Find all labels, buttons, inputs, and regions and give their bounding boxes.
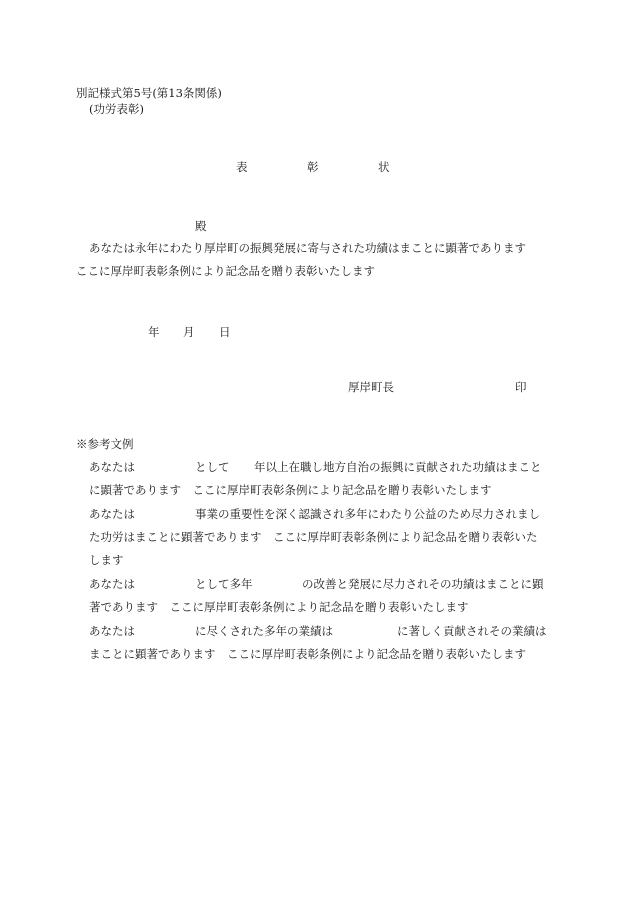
ex3-part-3: の改善と発展に尽力されその功績はまことに顕 (302, 577, 544, 591)
ex4-part-3: に著しく貢献されその業績は (397, 624, 547, 638)
date-month: 月 (183, 325, 195, 339)
ex3-part-2: として多年 (195, 577, 253, 591)
body-line-2: ここに厚岸町表彰条例により記念品を贈り表彰いたします (76, 264, 375, 278)
title-char-3: 状 (378, 160, 390, 174)
date-day: 日 (219, 325, 231, 339)
reference-heading: ※参考文例 (76, 437, 134, 451)
form-number: 別記様式第5号(第13条関係) (76, 86, 222, 100)
ex1-part-2: として (195, 460, 230, 474)
ex4-line-2: まことに顕著であります ここに厚岸町表彰条例により記念品を贈り表彰いたします (89, 647, 526, 661)
ex3-part-1: あなたは (89, 577, 135, 591)
ex3-line-2: 著であります ここに厚岸町表彰条例により記念品を贈り表彰いたします (89, 600, 469, 614)
title-char-1: 表 (236, 160, 248, 174)
signature-title: 厚岸町長 (348, 380, 394, 394)
form-type: (功労表彰) (89, 102, 144, 116)
ex2-part-1: あなたは (89, 507, 135, 521)
ex1-part-3: 年以上在職し地方自治の振興に貢献された功績はまこと (254, 460, 542, 474)
ex2-part-2: 事業の重要性を深く認識され多年にわたり公益のため尽力されまし (195, 507, 540, 521)
ex4-part-2: に尽くされた多年の業績は (195, 624, 333, 638)
date-year: 年 (148, 325, 160, 339)
ex2-line-3: します (89, 553, 124, 567)
ex1-line-2: に顕著であります ここに厚岸町表彰条例により記念品を贈り表彰いたします (89, 483, 492, 497)
addressee-suffix: 殿 (195, 219, 207, 233)
body-line-1: あなたは永年にわたり厚岸町の振興発展に寄与された功績はまことに顕著であります (89, 241, 526, 255)
title-char-2: 彰 (307, 160, 319, 174)
ex1-part-1: あなたは (89, 460, 135, 474)
seal-mark: 印 (515, 380, 527, 394)
ex2-line-2: た功労はまことに顕著であります ここに厚岸町表彰条例により記念品を贈り表彰いた (89, 530, 538, 544)
ex4-part-1: あなたは (89, 624, 135, 638)
